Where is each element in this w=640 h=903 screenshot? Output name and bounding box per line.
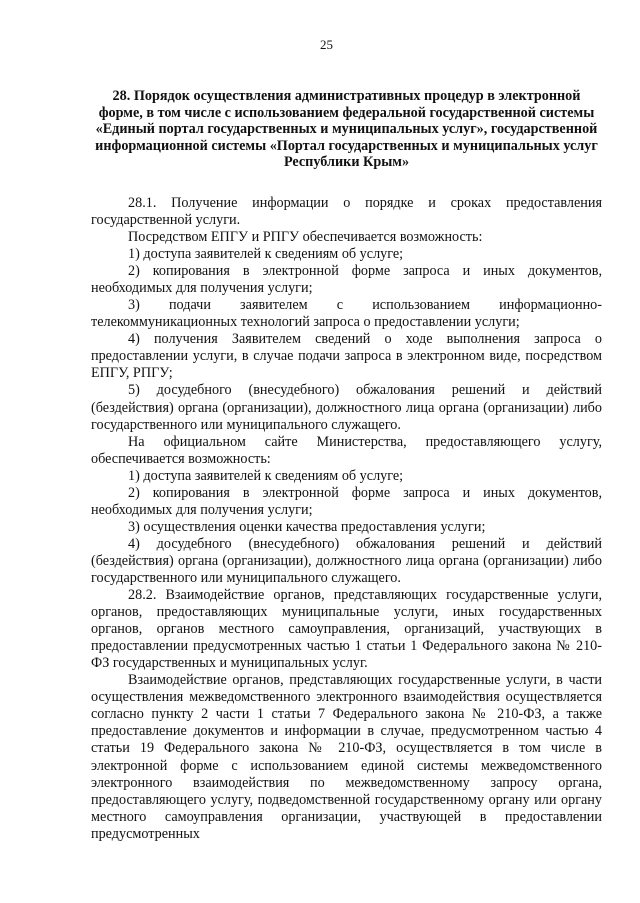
page-number: 25 <box>320 37 333 52</box>
list-item: 5) досудебного (внесудебного) обжалования решений и действий (бездействия) органа (организации), должностного лица органа (организации) либо государственного или муниципального служащего. <box>91 382 602 433</box>
paragraph: На официальном сайте Министерства, предоставляющего услугу, обеспечивается возможность: <box>91 433 602 467</box>
list-item: 3) подачи заявителем с использованием информационно-телекоммуникационных технологий запроса о предоставлении услуги; <box>91 297 602 331</box>
list-item: 4) получения Заявителем сведений о ходе выполнения запроса о предоставлении услуги, в случае подачи запроса в электронном виде, посредством ЕПГУ, РПГУ; <box>91 331 602 382</box>
list-item: 1) доступа заявителей к сведениям об услуге; <box>128 246 404 263</box>
list-item: 3) осуществления оценки качества предоставления услуги; <box>128 518 486 535</box>
list-item: 1) доступа заявителей к сведениям об услуге; <box>128 467 404 484</box>
document-body <box>91 195 602 843</box>
list-item: 2) копирования в электронной форме запроса и иных документов, необходимых для получения услуги; <box>91 484 602 518</box>
paragraph: Взаимодействие органов, представляющих государственные услуги, в части осуществления межведомственного электронного взаимодействия осуществляется согласно пункту 2 части 1 статьи 7 Федерального закона № 210-ФЗ, а также предоставление документов и информации в случае, предусмотренном частью 4 статьи 19 Федерального закона № 210-ФЗ, осуществляется в том числе в электронной форме с использованием единой системы межведомственного электронного взаимодействия по межведомственному запросу органа, предоставляющего услугу, подведомственной государственному органу или органу местного самоуправления организации, участвующей в предоставлении предусмотренных <box>91 672 602 842</box>
paragraph: Посредством ЕПГУ и РПГУ обеспечивается возможность: <box>128 229 483 246</box>
section-heading: 28. Порядок осуществления административных процедур в электронной форме, в том числе с использованием федеральной государственной системы «Единый портал государственных и муниципальных услуг», государственной информационной системы «Портал государственных и муниципальных услуг Республики Крым» <box>95 88 598 171</box>
list-item: 4) досудебного (внесудебного) обжалования решений и действий (бездействия) органа (организации), должностного лица органа (организации) либо государственного или муниципального служащего. <box>91 535 602 586</box>
list-item: 2) копирования в электронной форме запроса и иных документов, необходимых для получения услуги; <box>91 263 602 297</box>
paragraph: 28.1. Получение информации о порядке и сроках предоставления государственной услуги. <box>91 194 602 229</box>
paragraph: 28.2. Взаимодействие органов, представляющих государственные услуги, органов, предоставляющих муниципальные услуги, иных государственных органов, органов местного самоуправления, организаций, участвующих в предоставлении предусмотренных частью 1 статьи 1 Федерального закона № 210-ФЗ государственных и муниципальных услуг. <box>91 587 602 672</box>
